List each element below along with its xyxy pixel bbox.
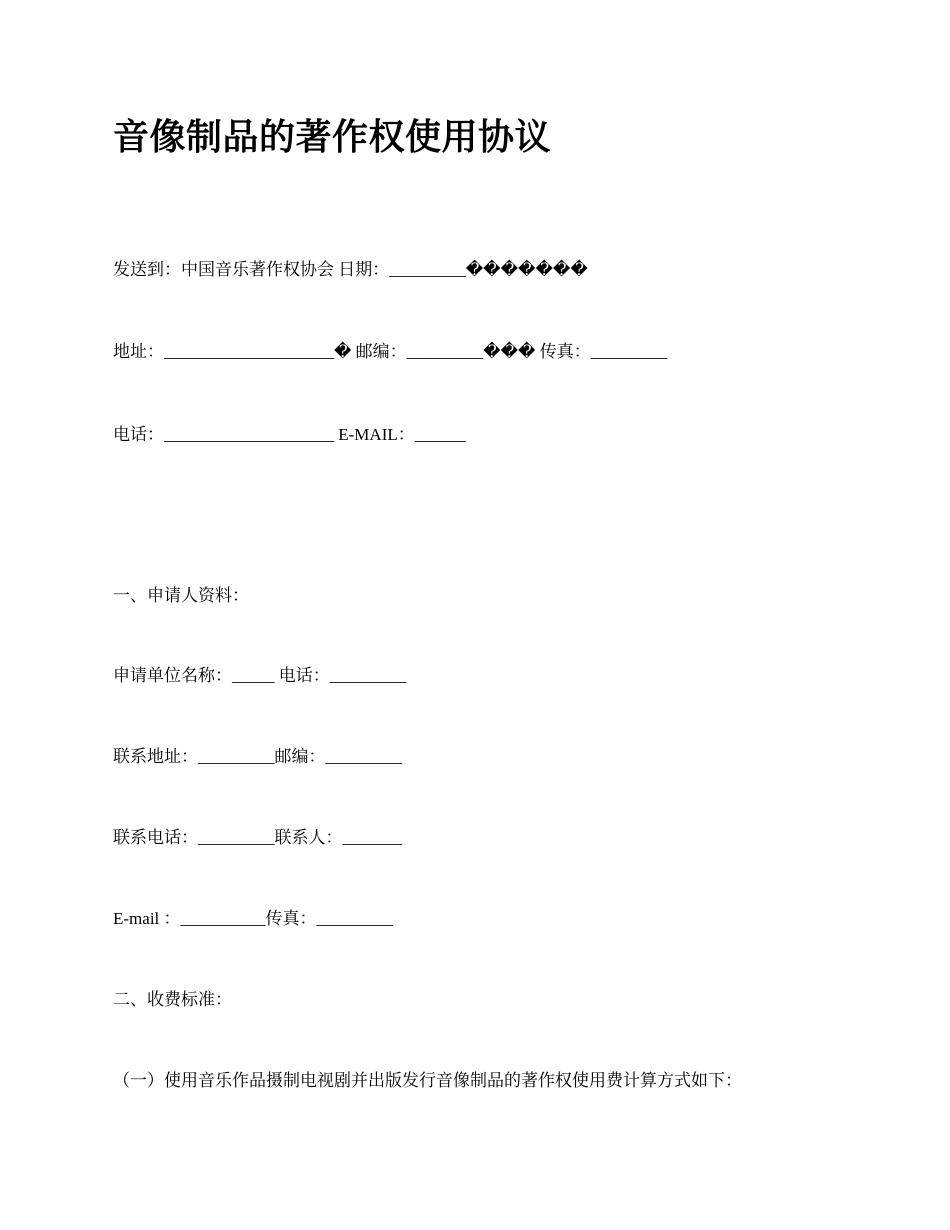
address-postcode-fax-line: 地址：____________________� 邮编：_________��� 传真：_________ [113,342,668,361]
applicant-name-phone-line: 申请单位名称：_____ 电话：_________ [113,666,407,685]
applicant-email-fax-line: E-mail ：__________传真：_________ [113,909,394,928]
contact-phone-person-line: 联系电话：_________联系人：_______ [113,828,402,847]
section-fee-standard-heading: 二、收费标准： [113,990,232,1009]
phone-email-line: 电话：____________________ E-MAIL：______ [113,425,466,444]
recipient-date-line: 发送到：中国音乐著作权协会 日期：_________������� [113,260,588,279]
document-title: 音像制品的著作权使用协议 [113,117,552,157]
fee-clause-1: （一）使用音乐作品摄制电视剧并出版发行音像制品的著作权使用费计算方式如下： [113,1071,742,1090]
contact-address-postcode-line: 联系地址：_________邮编：_________ [113,747,402,766]
section-applicant-heading: 一、申请人资料： [113,586,249,605]
